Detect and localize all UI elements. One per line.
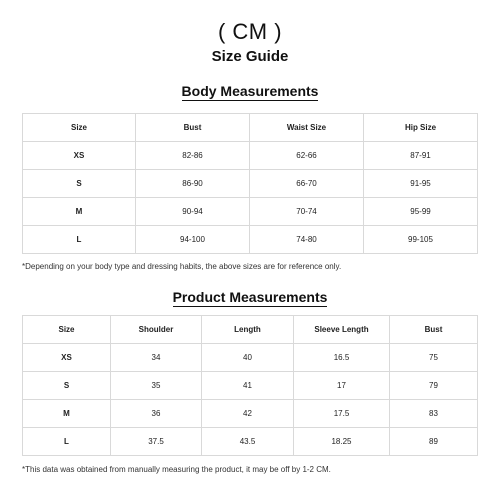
column-header: Size [23, 316, 111, 344]
column-header: Length [202, 316, 294, 344]
column-header: Bust [390, 316, 478, 344]
size-cell: XS [23, 344, 111, 372]
table-row [23, 428, 478, 456]
table-row [23, 226, 478, 254]
hip-cell: 95-99 [364, 198, 478, 226]
size-cell: S [23, 372, 111, 400]
sleeve-length-cell: 16.5 [294, 344, 390, 372]
column-header: Sleeve Length [294, 316, 390, 344]
table-row [23, 400, 478, 428]
column-header: Hip Size [364, 114, 478, 142]
product-measurements-title: Product Measurements [172, 289, 328, 305]
table-row [23, 344, 478, 372]
waist-cell: 66-70 [250, 170, 364, 198]
length-cell: 40 [202, 344, 294, 372]
shoulder-cell: 34 [111, 344, 202, 372]
product-measurements-heading [0, 289, 500, 305]
waist-cell: 70-74 [250, 198, 364, 226]
shoulder-cell: 36 [111, 400, 202, 428]
hip-cell: 99-105 [364, 226, 478, 254]
bust-cell: 83 [390, 400, 478, 428]
size-cell: M [23, 198, 136, 226]
hip-cell: 87-91 [364, 142, 478, 170]
bust-cell: 86-90 [136, 170, 250, 198]
sleeve-length-cell: 17 [294, 372, 390, 400]
waist-cell: 62-66 [250, 142, 364, 170]
table-header-row [23, 114, 478, 142]
shoulder-cell: 37.5 [111, 428, 202, 456]
table-header-row [23, 316, 478, 344]
size-cell: S [23, 170, 136, 198]
shoulder-cell: 35 [111, 372, 202, 400]
bust-cell: 94-100 [136, 226, 250, 254]
length-cell: 42 [202, 400, 294, 428]
bust-cell: 82-86 [136, 142, 250, 170]
hip-cell: 91-95 [364, 170, 478, 198]
size-cell: L [23, 428, 111, 456]
length-cell: 43.5 [202, 428, 294, 456]
body-measurements-table [22, 113, 478, 254]
table-row [23, 372, 478, 400]
column-header: Shoulder [111, 316, 202, 344]
sleeve-length-cell: 17.5 [294, 400, 390, 428]
column-header: Size [23, 114, 136, 142]
unit-title: ( CM ) [217, 19, 283, 44]
product-measurements-table [22, 315, 478, 456]
bust-cell: 90-94 [136, 198, 250, 226]
product-measurements-note: *This data was obtained from manually measuring the product, it may be off by 1-2 CM. [22, 465, 331, 474]
body-measurements-heading [0, 83, 500, 99]
column-header: Bust [136, 114, 250, 142]
length-cell: 41 [202, 372, 294, 400]
table-row [23, 170, 478, 198]
size-guide-title: Size Guide [211, 48, 289, 65]
waist-cell: 74-80 [250, 226, 364, 254]
size-cell: L [23, 226, 136, 254]
bust-cell: 75 [390, 344, 478, 372]
bust-cell: 89 [390, 428, 478, 456]
bust-cell: 79 [390, 372, 478, 400]
table-row [23, 198, 478, 226]
body-measurements-note: *Depending on your body type and dressing habits, the above sizes are for reference only. [22, 262, 342, 271]
column-header: Waist Size [250, 114, 364, 142]
size-cell: M [23, 400, 111, 428]
body-measurements-title: Body Measurements [181, 83, 319, 99]
table-row [23, 142, 478, 170]
size-cell: XS [23, 142, 136, 170]
sleeve-length-cell: 18.25 [294, 428, 390, 456]
